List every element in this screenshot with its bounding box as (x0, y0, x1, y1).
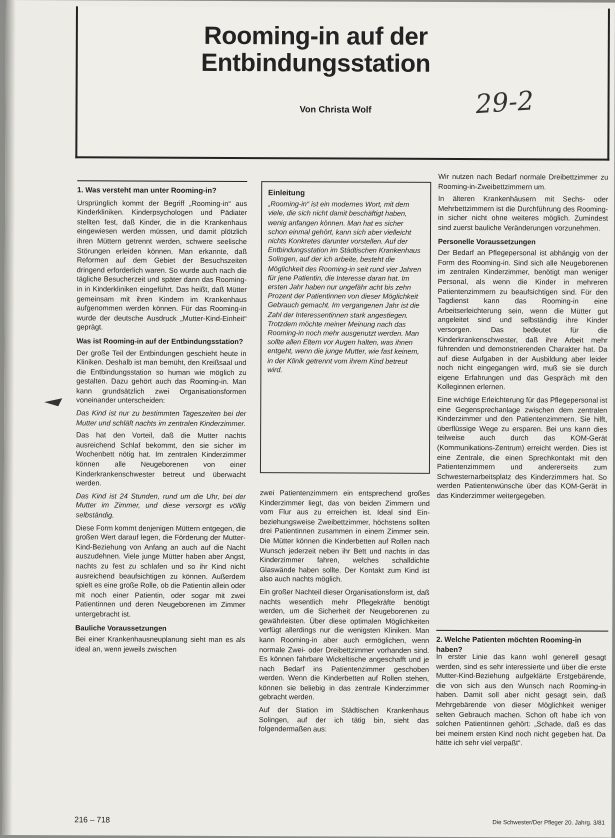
col1-paragraph-4: Das hat den Vorteil, daß die Mutter nachts ausreichend Schlaf bekommt, den sie sicher im Wochenbett nötig hat. Im zentralen Kinderzimmer können alle Neugeborenen von einer Kinderkrankenschwester betreut und überwacht werden. (75, 430, 247, 488)
page-number: 216 – 718 (74, 815, 111, 825)
col1-paragraph-5: Das Kind ist 24 Stunden, rund um die Uhr, bei der Mutter im Zimmer, und diese versorgt es völlig selbständig. (75, 491, 246, 520)
col1-paragraph-2: Der große Teil der Entbindungen geschieht heute in Kliniken. Deshalb ist man bemüht, den Kreißsaal und die Entbindungsstation so human wie möglich zu gestalten. Dazu gehört auch das Rooming-in. Man kann grundsätzlich zwei Organisationsformen voneinander unterscheiden: (76, 347, 247, 406)
article-title: Rooming-in auf der Entbindungsstation (201, 21, 431, 78)
col3-paragraph-5: In erster Linie das kann wohl generell gesagt werden, sind es sehr interessierte und über die erste Mutter-Kind-Beziehung aufgeklärte Erstgebärende, die von sich aus den Wunsch nach Rooming-in haben. Damit soll aber nicht gesagt sein, daß Mehrgebärende von dieser Möglichkeit weniger selten Gebrauch machen. Schon oft habe ich von solchen Patientinnen gehört: „Schade, daß es das bei meinem ersten Kind noch nicht gegeben hat. Da hätte ich sehr viel verpaßt“. (435, 651, 607, 748)
col3-paragraph-1: Wir nutzen nach Bedarf normale Dreibettzimmer zu Rooming-in-Zweibettzimmern um. (438, 171, 609, 191)
subsection-bauliche: Bauliche Voraussetzungen (75, 622, 167, 633)
col2-paragraph-1: zwei Patientenzimmern ein entsprechend großes Kinderzimmer liegt, das von beiden Zimmern und vom Flur aus zu erreichen ist. Ideal sind Ein- beziehungsweise Zweibettzimmer, höchstens sollten drei Patientinnen zusammen in einem Zimmer sein. Die Mütter können die Kinderbetten auf Rollen nach Wunsch jederzeit neben ihr Bett und nachts in das Kinderzimmer fahren, welches schalldichte Glaswände haben sollte. Der Kontakt zum Kind ist also auch nachts möglich. (259, 488, 430, 584)
section-2-title: 2. Welche Patienten möchten Rooming-in haben? (436, 630, 608, 655)
subsection-personelle: Personelle Voraussetzungen (437, 236, 536, 246)
margin-mark-icon (42, 392, 72, 412)
page-edge-shadow (2, 0, 16, 835)
col2-paragraph-3: Auf der Station im Städtischen Krankenhaus Solingen, auf der ich tätig bin, sieht das folgendermaßen aus: (258, 705, 429, 734)
col3-paragraph-2: In älteren Krankenhäusern mit Sechs- oder Mehrbettzimmern ist die Durchführung des Rooming-in sicher nicht ohne weiteres möglich. Zumindest sind zuerst bauliche Veränderungen vorzunehmen. (437, 194, 609, 233)
col1-paragraph-1: Ursprünglich kommt der Begriff „Rooming-in“ aus Kinderkliniken. Kinderpsychologen und Pädiater stellten fest, daß Kinder, die in die Krankenhaus eingewiesen werden müssen, und damit plötzlich ihren Müttern getrennt werden, schwere seelische Störungen erleiden können. Man erkannte, daß Reformen auf dem Gebiet der Besuchszeiten dringend erforderlich waren. So wurde auch nach die tägliche Besucherzeit und später dann das Rooming-in in Kinderkliniken eingeführt. Das heißt, daß Mütter gemeinsam mit ihren Kindern im Krankenhaus aufgenommen werden können. Für das Rooming-in wurde der deutsche Ausdruck „Mutter-Kind-Einheit“ geprägt. (76, 197, 248, 332)
col1-paragraph-7: Bei einer Krankenhausneuplanung sieht man es als ideal an, wenn jeweils zwischen (75, 634, 246, 654)
column-2 (259, 488, 430, 738)
column-1 (75, 176, 247, 657)
column-3-lower (436, 652, 606, 752)
section-1-title: 1. Was versteht man unter Rooming-in? (77, 180, 247, 195)
column-3 (437, 172, 608, 504)
journal-footer: Die Schwester/Der Pfleger 20. Jahrg. 3/81 (492, 820, 605, 827)
handwritten-note: 29-2 (474, 86, 535, 121)
col3-paragraph-3: Der Bedarf an Pflegepersonal ist abhängig von der Form des Rooming-in. Sind sich alle Neugeborenen im zentralen Kinderzimmer, benötigt man weniger Personal, als wenn die Kinder in mehreren Patientenzimmern zu beaufsichtigen sind. Für den Tagdienst kann das Rooming-in eine Arbeitserleichterung sein, wenn die Mütter gut angeleitet sind und selbständig ihre Kinder versorgen. Das bedeutet für die Kinderkrankenschwester, daß ihre Arbeit mehr führenden und demonstrierenden Charakter hat. Da auf diese Aufgaben in der Ausbildung aber leider noch nicht eingegangen wird, muß sie sie durch eigene Erfahrungen und das Gespräch mit den Kolleginnen erlernen. (437, 248, 608, 392)
document-page (2, 0, 615, 838)
col1-paragraph-6: Diese Form kommt denjenigen Müttern entgegen, die großen Wert darauf legen, die Förderung der Mutter-Kind-Beziehung von Anfang an auch auf die Nacht auszudehnen. Viele junge Mütter haben aber Angst, nachts zu fest zu schlafen und so ihr Kind nicht ausreichend beaufsichtigen zu können. Außerdem spielt es eine große Rolle, ob die Patientin allein oder mit noch einer Patientin, oder sogar mit zwei Patientinnen und deren Neugeborenen im Zimmer untergebracht ist. (75, 522, 246, 619)
introduction-label: Einleitung (268, 188, 305, 198)
article-author: Von Christa Wolf (299, 104, 372, 115)
subsection-rooming-in-entbindung: Was ist Rooming-in auf der Entbindungsstation? (76, 336, 244, 346)
col3-paragraph-4: Eine wichtige Erleichterung für das Pflegepersonal ist eine Gegensprechanlage zwischen dem zentralen Kinderzimmer und den Patientenzimmern. Sie hilft, überflüssige Wege zu ersparen. Bei uns kann dies teilweise auch durch das KOM-Gerät (Kommunikations-Zentrum) erreicht werden. Dies ist eine Zentrale, die einen Sprechkontakt mit den Patientenzimmern und andererseits zum Schwesternarbeitsplatz des Kinderzimmers hat. So werden Patientenwünsche über das KOM-Gerät in das Kinderzimmer weitergegeben. (436, 394, 608, 501)
introduction-text: „Rooming-in“ ist ein modernes Wort, mit dem viele, die sich nicht damit beschäftigt haben, wenig anfangen können. Man hat es sicher schon einmal gehört, kann sich aber vielleicht nichts Konkretes darunter vorstellen. Auf der Entbindungsstation im Städtischen Krankenhaus Solingen, auf der ich arbeite, besteht die Möglichkeit des Rooming-in seit rund vier Jahren für jene Patientin, die Interesse daran hat. Im ersten Jahr haben nur ungefähr acht bis zehn Prozent der Patientinnen von dieser Möglichkeit Gebrauch gemacht. Im vergangenen Jahr ist die Zahl der Interessentinnen stark angestiegen. Trotzdem möchte meiner Meinung nach das Rooming-in noch mehr ausgenutzt werden. Man sollte allen Eltern vor Augen halten, was ihnen entgeht, wenn die junge Mutter, wie fast keinem, in der Klinik getrennt vom ihrem Kind betreut wird. (267, 200, 422, 375)
col2-paragraph-2: Ein großer Nachteil dieser Organisationsform ist, daß nachts wesentlich mehr Pflegekräfte benötigt werden, um die Sicherheit der Neugeborenen zu gewährleisten. Über diese optimalen Möglichkeiten verfügt allerdings nur die wenigsten Kliniken. Man kann Rooming-in aber auch ermöglichen, wenn normale Zwei- oder Dreibettzimmer vorhanden sind. Es können fahrbare Wickeltische angeschafft und je nach Bedarf ins Patientenzimmer geschoben werden. Wenn die Kinderbetten auf Rollen stehen, können sie beliebig in das zentrale Kinderzimmer gebracht werden. (258, 587, 430, 702)
col1-paragraph-3: Das Kind ist nur zu bestimmten Tageszeiten bei der Mutter und schläft nachts im zentralen Kinderzimmer. (76, 408, 247, 428)
introduction-box (260, 181, 431, 474)
